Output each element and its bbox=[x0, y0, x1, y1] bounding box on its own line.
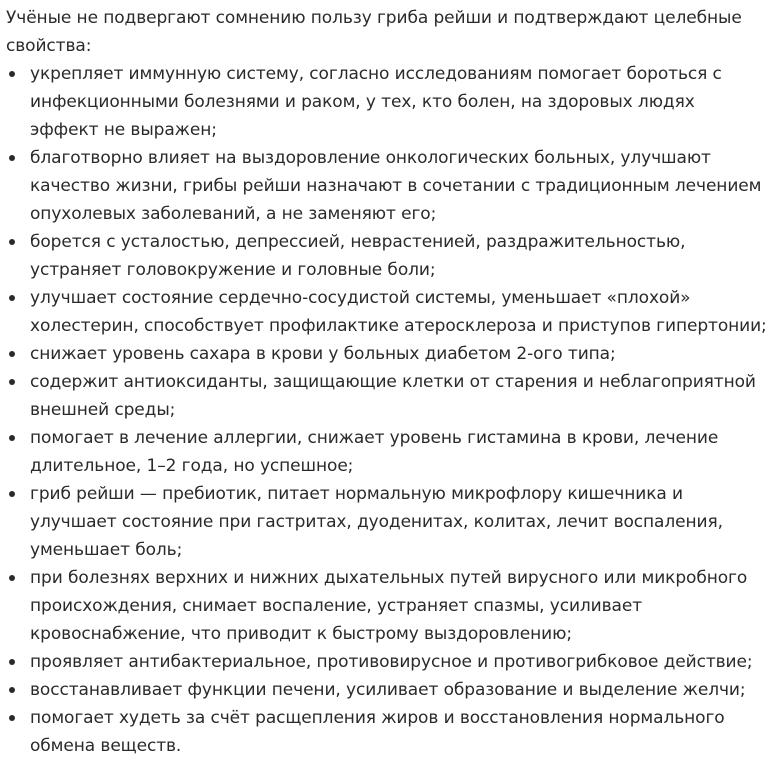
list-item: содержит антиоксиданты, защищающие клетки от старения и неблагоприятной внешней среды; bbox=[6, 368, 767, 424]
list-item: укрепляет иммунную систему, согласно исследованиям помогает бороться с инфекционными болезнями и раком, у тех, кто болен, на здоровых людях эффект не выражен; bbox=[6, 60, 767, 144]
list-item: благотворно влияет на выздоровление онкологических больных, улучшают качество жизни, грибы рейши назначают в сочетании с традиционным лечением опухолевых заболеваний, а не заменяют его; bbox=[6, 144, 767, 228]
list-item: гриб рейши — пребиотик, питает нормальную микрофлору кишечника и улучшает состояние при гастритах, дуоденитах, колитах, лечит воспаления, уменьшает боль; bbox=[6, 480, 767, 564]
list-item: борется с усталостью, депрессией, неврастенией, раздражительностью, устраняет головокружение и головные боли; bbox=[6, 228, 767, 284]
list-item: снижает уровень сахара в крови у больных диабетом 2-ого типа; bbox=[6, 340, 767, 368]
list-item: при болезнях верхних и нижних дыхательных путей вирусного или микробного происхождения, снимает воспаление, устраняет спазмы, усиливает кровоснабжение, что приводит к быстрому выздоровлению; bbox=[6, 564, 767, 648]
list-item: восстанавливает функции печени, усиливает образование и выделение желчи; bbox=[6, 676, 767, 704]
list-item: помогает в лечение аллергии, снижает уровень гистамина в крови, лечение длительное, 1–2 года, но успешное; bbox=[6, 424, 767, 480]
list-item: улучшает состояние сердечно-сосудистой системы, уменьшает «плохой» холестерин, способствует профилактике атеросклероза и приступов гипертонии; bbox=[6, 284, 767, 340]
list-item: проявляет антибактериальное, противовирусное и противогрибковое действие; bbox=[6, 648, 767, 676]
benefits-list bbox=[6, 60, 767, 760]
intro-paragraph: Учёные не подвергают сомнению пользу гриба рейши и подтверждают целебные свойства: bbox=[6, 8, 742, 56]
list-item: помогает худеть за счёт расщепления жиров и восстановления нормального обмена веществ. bbox=[6, 704, 767, 760]
